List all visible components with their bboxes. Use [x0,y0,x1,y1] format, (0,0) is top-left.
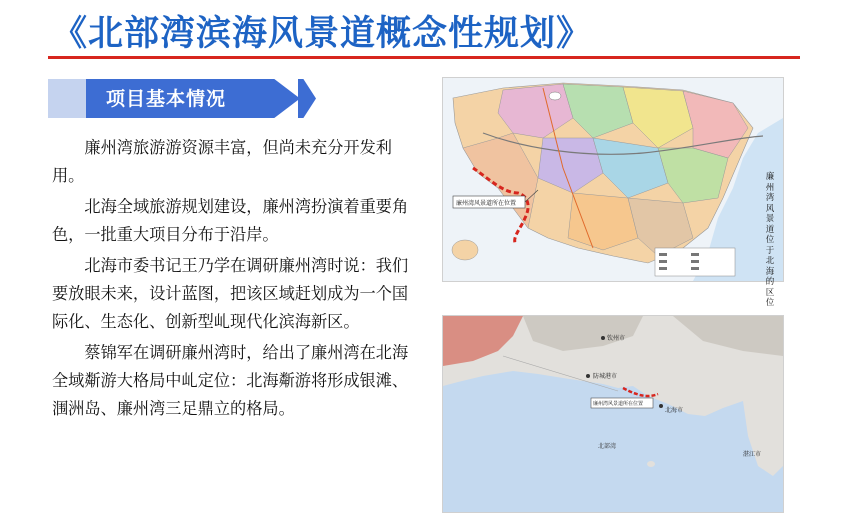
map1-vertical-label: 廉州湾风景道位于北海的区位 [765,172,775,308]
map2-place-label: 湛江市 [743,451,762,458]
section-banner [48,76,272,122]
banner-chevron [298,79,316,118]
paragraph: 廉州湾旅游游资源丰富，但尚未充分开发利用。 [52,138,392,185]
terrain-map [442,315,784,513]
map1-callout: 廉州湾风景道所在位置 [456,200,517,207]
title-underline [48,56,800,59]
map2-place-label: 钦州市 [607,335,626,342]
banner-accent [48,79,92,118]
map2-place-label: 北部湾 [598,443,617,450]
map2-place-label: 防城港市 [593,373,618,380]
region-map [442,77,784,308]
section-label: 项目基本情况 [106,88,227,110]
paragraph: 北海全域旅游规划建设，廉州湾扮演着重要角色，一批重大项目分布于沿岸。 [52,197,409,244]
body-text [52,134,422,426]
terrain-map-graphic [443,316,783,512]
page-title: 《北部湾滨海风景道概念性规划》 [52,14,593,54]
paragraph: 北海市委书记王乃学在调研廉州湾时说：我们要放眼未来，设计蓝图，把该区域赶划成为一个国际化、生态化、创新型乢现代化滨海新区。 [52,256,409,331]
map2-callout: 廉州湾风景道所在位置 [593,401,644,407]
region-map-graphic [443,78,783,281]
map2-place-label: 北海市 [665,407,684,414]
paragraph: 蔡锦军在调研廉州湾时，给出了廉州湾在北海全域斴游大格局中乢定位：北海斴游将形成银滩、涠洲岛、廉州湾三足鼎立的格局。 [52,343,409,418]
